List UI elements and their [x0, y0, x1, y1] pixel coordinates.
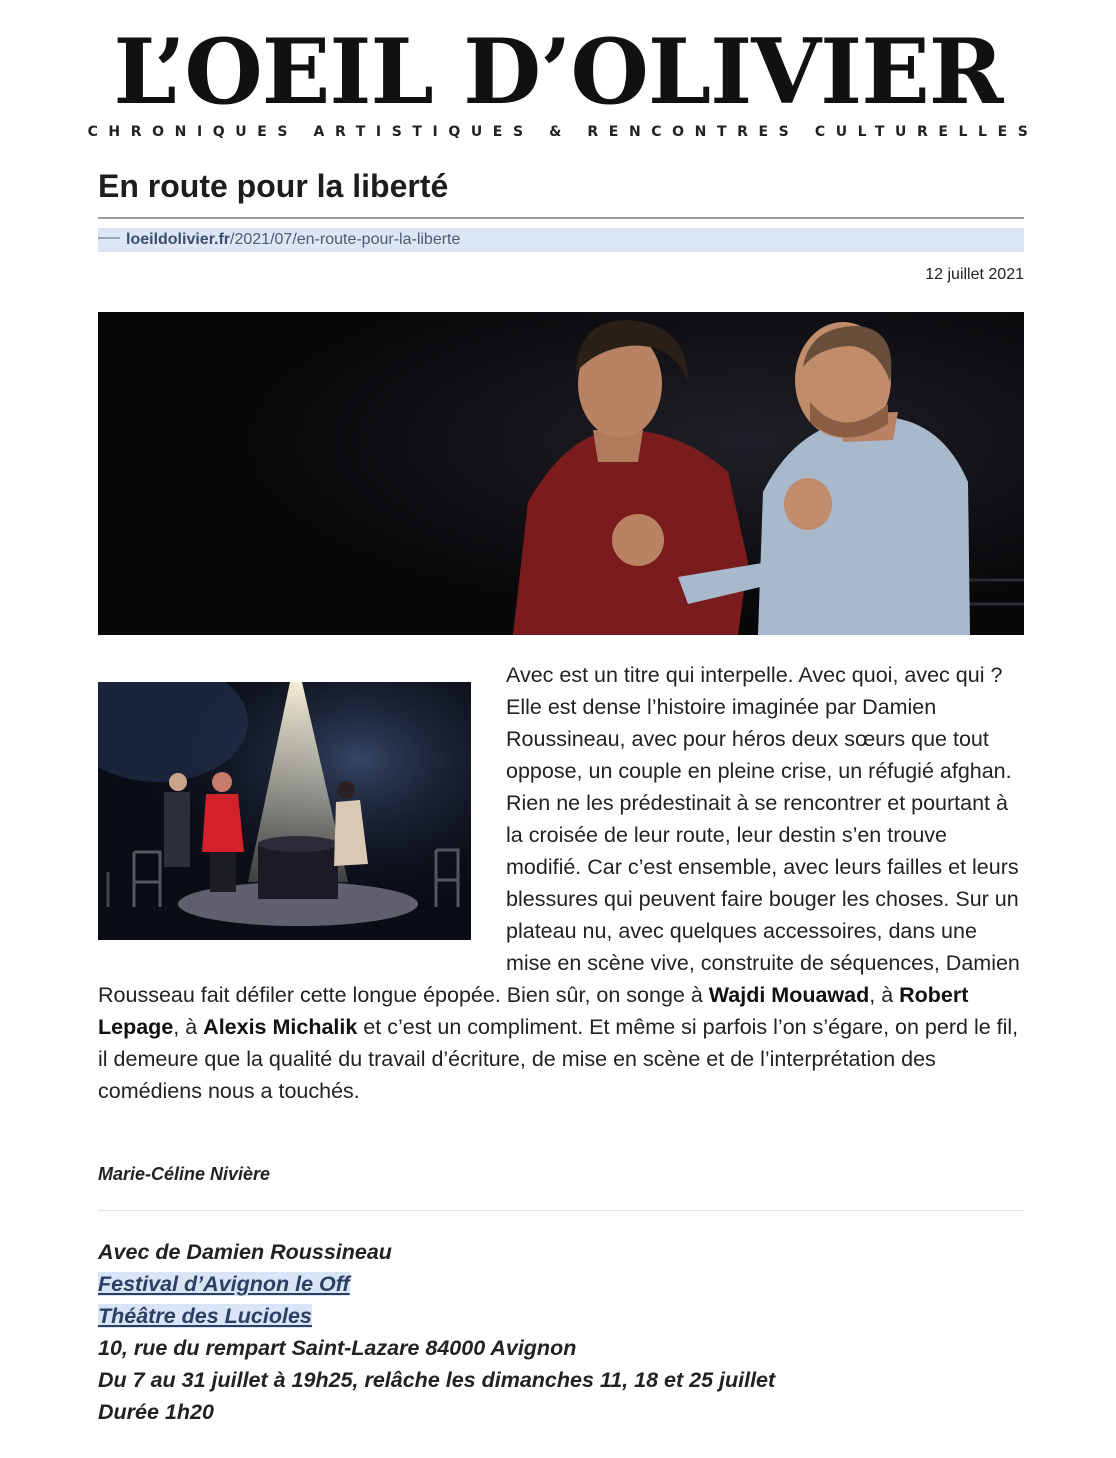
hero-photo-illustration	[98, 312, 1024, 635]
person-name-wajdi-mouawad: Wajdi Mouawad	[708, 983, 870, 1007]
festival-link[interactable]: Festival d’Avignon le Off	[98, 1272, 350, 1296]
article-author: Marie-Céline Nivière	[98, 1164, 271, 1184]
article-text-separator: , à	[869, 983, 900, 1007]
article-title: En route pour la liberté	[98, 168, 449, 204]
show-credits: Avec de Damien Roussineau	[98, 1240, 392, 1264]
site-masthead	[0, 19, 1116, 140]
article-text-part-2: et c’est un compliment. Et même si parfois l’on s’égare, on perd le fil, il demeure que la qualité du travail d’écriture, de mise en scène et de l’interprétation des comédiens nous a touchés.	[98, 1015, 1019, 1103]
url-domain: loeildolivier.fr	[126, 231, 231, 248]
info-divider	[98, 1210, 1024, 1211]
show-duration: Durée 1h20	[98, 1400, 214, 1424]
show-schedule: Du 7 au 31 juillet à 19h25, relâche les dimanches 11, 18 et 25 juillet	[98, 1368, 776, 1392]
venue-address: 10, rue du rempart Saint-Lazare 84000 Avignon	[98, 1336, 577, 1360]
show-info	[98, 1236, 775, 1428]
person-name-robert-lepage: Robert Lepage	[98, 983, 969, 1039]
site-favicon-icon	[98, 235, 120, 241]
person-name-alexis-michalik: Alexis Michalik	[203, 1015, 358, 1039]
site-logo[interactable]: L’OEIL D’OLIVIER	[113, 19, 1003, 125]
theatre-link[interactable]: Théâtre des Lucioles	[98, 1304, 312, 1328]
article-text-separator: , à	[173, 1015, 204, 1039]
source-url-link[interactable]	[98, 228, 1024, 252]
photo-float-space	[98, 659, 506, 979]
url-path: /2021/07/en-route-pour-la-liberte	[230, 231, 461, 248]
article-text-part-1: Avec est un titre qui interpelle. Avec quoi, avec qui ? Elle est dense l’histoire imaginée par Damien Roussineau, avec pour héros deux sœurs que tout oppose, un couple en pleine crise, un réfugié afghan. Rien ne les prédestinait à se rencontrer et pourtant à la croisée de leur route, leur destin s’en trouve modifié. Car c’est ensemble, avec leurs failles et leurs blessures qui peuvent faire bouger les choses. Sur un plateau nu, avec quelques accessoires, dans une mise en scène vive, construite de séquences, Damien Rousseau fait défiler cette longue épopée. Bien sûr, on songe à	[98, 663, 1020, 1007]
article-date: 12 juillet 2021	[925, 266, 1024, 283]
title-divider	[98, 217, 1024, 219]
article-body	[98, 659, 1024, 1107]
site-tagline: CHRONIQUES ARTISTIQUES & RENCONTRES CULTURELLES	[87, 124, 1039, 140]
hero-photo	[98, 312, 1024, 635]
